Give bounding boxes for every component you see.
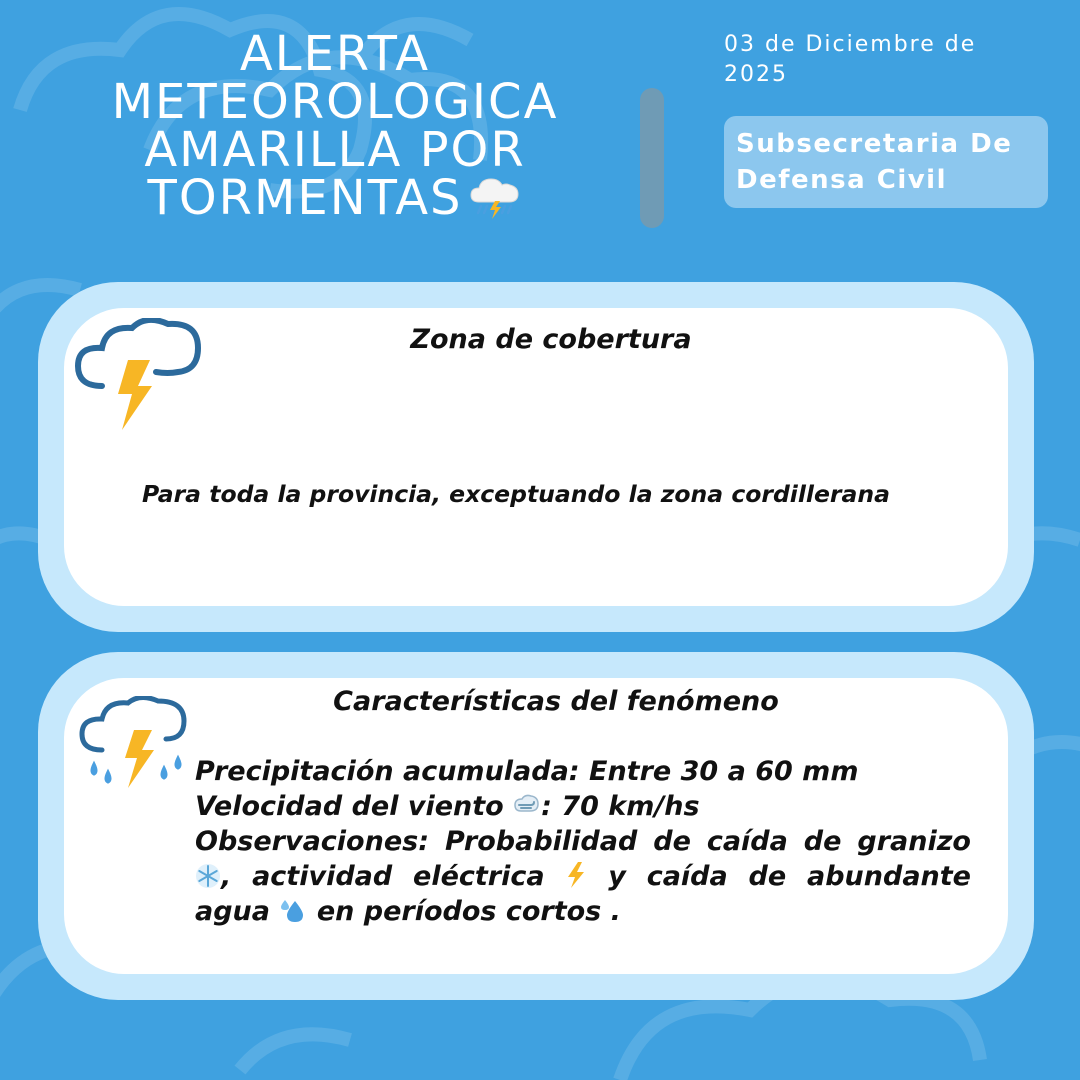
agency-line-1: Subsecretaria De: [736, 129, 1013, 159]
storm-cloud-lightning-rain-icon: [78, 696, 198, 796]
obs-part-1: Observaciones: Probabilidad de caída de granizo: [195, 826, 971, 857]
precip-value: Entre 30 a 60 mm: [589, 756, 859, 787]
obs-part-2: , actividad eléctrica: [221, 861, 545, 892]
storm-cloud-lightning-icon: [72, 318, 204, 430]
precip-label: Precipitación acumulada:: [195, 756, 580, 787]
obs-part-3: y caída de abundante agua: [195, 861, 971, 927]
phenomenon-details: [195, 754, 971, 929]
thunder-cloud-rain-icon: [469, 176, 523, 220]
wind-value: : 70 km/hs: [541, 791, 700, 822]
alert-title-line-2: METEOROLOGICA: [111, 74, 559, 130]
alert-title-line-4: TORMENTAS: [147, 170, 463, 226]
wind-icon: [513, 793, 541, 819]
alert-title-line-1: ALERTA: [239, 26, 431, 82]
phenomenon-card: [38, 652, 1034, 1000]
agency-badge: [724, 116, 1048, 208]
header-divider: [640, 88, 664, 228]
coverage-card: [38, 282, 1034, 632]
agency-line-2: Defensa Civil: [736, 165, 948, 195]
alert-title-line-3: AMARILLA POR: [144, 122, 526, 178]
coverage-card-body: [64, 308, 1008, 606]
alert-date-line-2: 2025: [724, 62, 788, 87]
lightning-icon: [565, 861, 587, 889]
alert-date: [724, 30, 1044, 90]
precip-row: [195, 754, 971, 789]
alert-title: [70, 26, 600, 226]
phenomenon-title: Características del fenómeno: [333, 686, 779, 717]
obs-part-4: en períodos cortos .: [316, 896, 621, 927]
droplets-icon: [279, 898, 307, 924]
coverage-title: Zona de cobertura: [410, 324, 692, 355]
wind-label: Velocidad del viento: [195, 791, 504, 822]
wind-row: [195, 789, 971, 824]
observations-paragraph: [195, 824, 971, 929]
alert-date-line-1: 03 de Diciembre de: [724, 32, 977, 57]
coverage-text: Para toda la provincia, exceptuando la zona cordillerana: [142, 480, 890, 508]
snowflake-icon: [195, 863, 221, 889]
phenomenon-card-body: [64, 678, 1008, 974]
